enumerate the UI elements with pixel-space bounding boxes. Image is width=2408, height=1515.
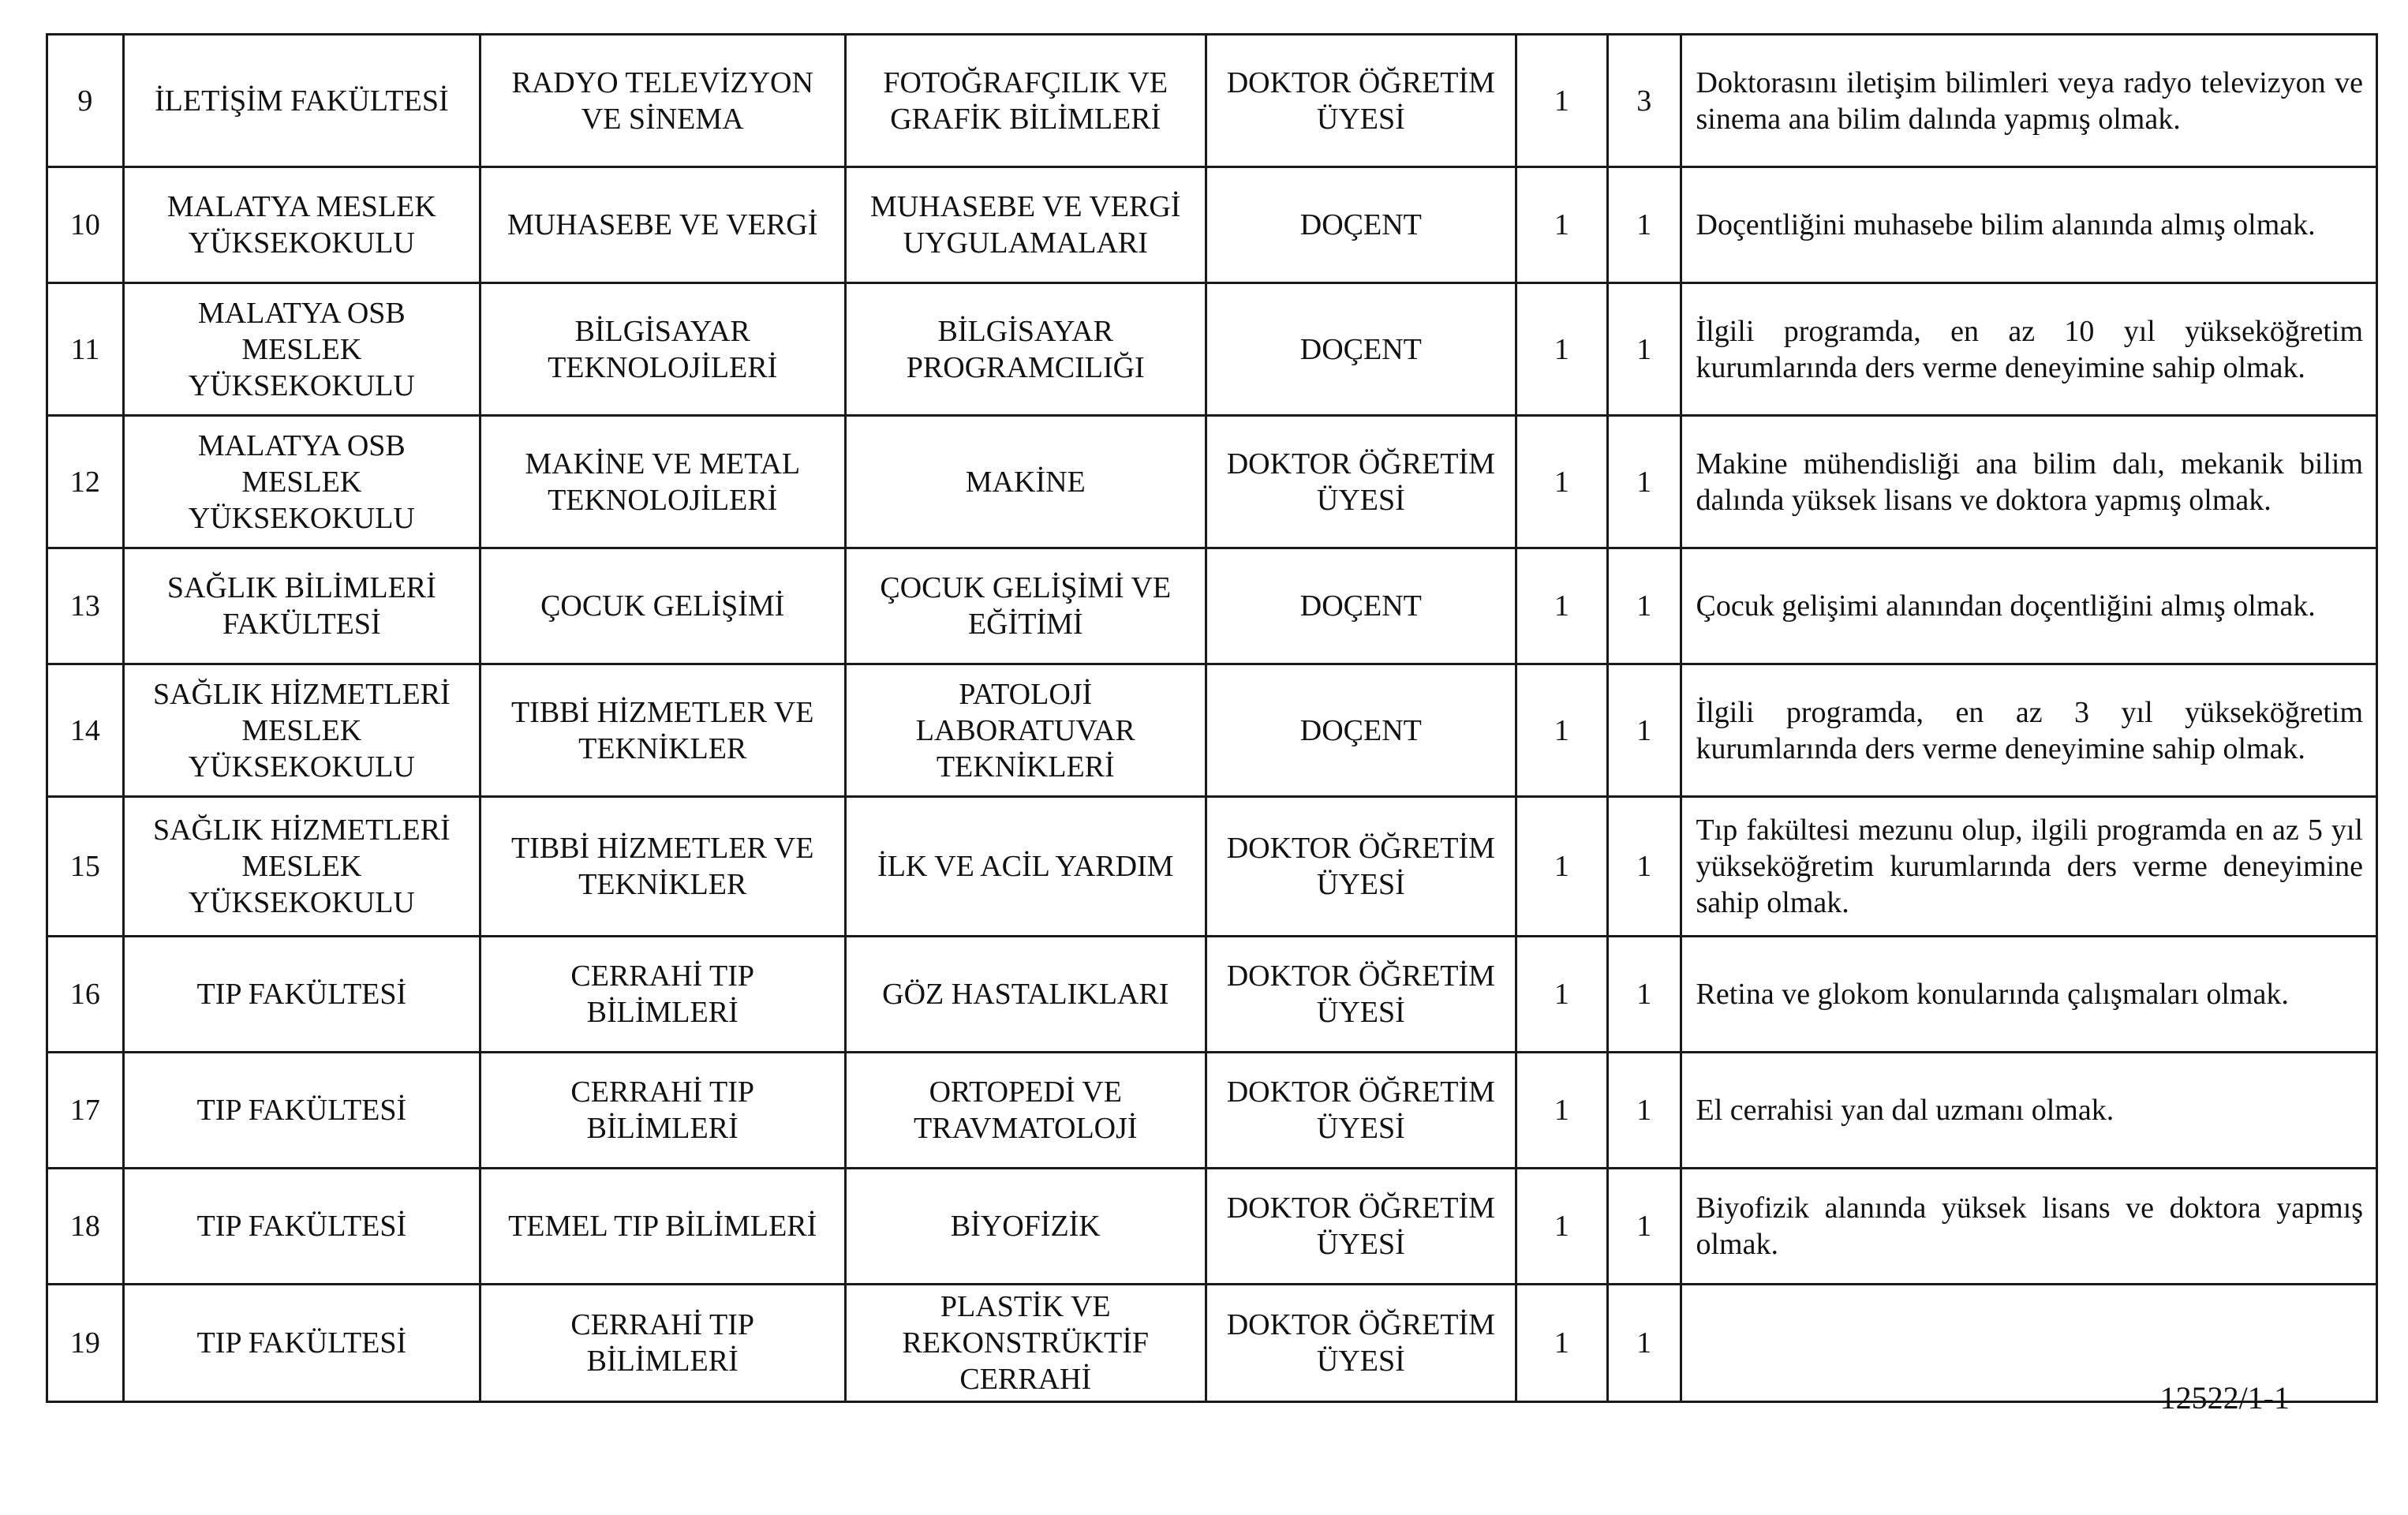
title-cell: DOKTOR ÖĞRETİM ÜYESİ: [1206, 416, 1516, 548]
department-cell: RADYO TELEVİZYON VE SİNEMA: [480, 35, 845, 167]
department-cell: TEMEL TIP BİLİMLERİ: [480, 1169, 845, 1285]
department-cell: BİLGİSAYAR TEKNOLOJİLERİ: [480, 283, 845, 416]
title-cell: DOKTOR ÖĞRETİM ÜYESİ: [1206, 797, 1516, 937]
unit-cell: TIP FAKÜLTESİ: [123, 1285, 480, 1402]
department-cell: CERRAHİ TIP BİLİMLERİ: [480, 937, 845, 1053]
requirements-cell: Çocuk gelişimi alanından doçentliğini almış olmak.: [1681, 548, 2377, 664]
unit-cell: TIP FAKÜLTESİ: [123, 1053, 480, 1169]
unit-cell: SAĞLIK BİLİMLERİ FAKÜLTESİ: [123, 548, 480, 664]
unit-cell: MALATYA MESLEK YÜKSEKOKULU: [123, 167, 480, 283]
program-cell: MAKİNE: [845, 416, 1206, 548]
row-number: 14: [47, 664, 124, 797]
row-number: 13: [47, 548, 124, 664]
degree-cell: 1: [1607, 548, 1681, 664]
title-cell: DOKTOR ÖĞRETİM ÜYESİ: [1206, 937, 1516, 1053]
requirements-cell: Biyofizik alanında yüksek lisans ve doktora yapmış olmak.: [1681, 1169, 2377, 1285]
degree-cell: 1: [1607, 416, 1681, 548]
requirements-cell: İlgili programda, en az 3 yıl yükseköğretim kurumlarında ders verme deneyimine sahip olmak.: [1681, 664, 2377, 797]
count-cell: 1: [1516, 548, 1607, 664]
department-cell: MAKİNE VE METAL TEKNOLOJİLERİ: [480, 416, 845, 548]
program-cell: İLK VE ACİL YARDIM: [845, 797, 1206, 937]
requirements-cell: İlgili programda, en az 10 yıl yükseköğretim kurumlarında ders verme deneyimine sahip olmak.: [1681, 283, 2377, 416]
row-number: 12: [47, 416, 124, 548]
count-cell: 1: [1516, 167, 1607, 283]
department-cell: ÇOCUK GELİŞİMİ: [480, 548, 845, 664]
program-cell: PATOLOJİ LABORATUVAR TEKNİKLERİ: [845, 664, 1206, 797]
title-cell: DOKTOR ÖĞRETİM ÜYESİ: [1206, 1053, 1516, 1169]
row-number: 17: [47, 1053, 124, 1169]
degree-cell: 1: [1607, 1285, 1681, 1402]
table-row: [47, 1169, 2377, 1285]
table-row: [47, 35, 2377, 167]
department-cell: CERRAHİ TIP BİLİMLERİ: [480, 1285, 845, 1402]
table-row: [47, 283, 2377, 416]
title-cell: DOÇENT: [1206, 548, 1516, 664]
positions-table: [46, 33, 2378, 1403]
table-row: [47, 167, 2377, 283]
table-row: [47, 416, 2377, 548]
degree-cell: 1: [1607, 283, 1681, 416]
table-row: [47, 664, 2377, 797]
title-cell: DOKTOR ÖĞRETİM ÜYESİ: [1206, 1285, 1516, 1402]
row-number: 11: [47, 283, 124, 416]
program-cell: ÇOCUK GELİŞİMİ VE EĞİTİMİ: [845, 548, 1206, 664]
unit-cell: SAĞLIK HİZMETLERİ MESLEK YÜKSEKOKULU: [123, 664, 480, 797]
count-cell: 1: [1516, 1169, 1607, 1285]
department-cell: MUHASEBE VE VERGİ: [480, 167, 845, 283]
requirements-cell: Tıp fakültesi mezunu olup, ilgili programda en az 5 yıl yükseköğretim kurumlarında ders verme deneyimine sahip olmak.: [1681, 797, 2377, 937]
department-cell: TIBBİ HİZMETLER VE TEKNİKLER: [480, 664, 845, 797]
unit-cell: TIP FAKÜLTESİ: [123, 937, 480, 1053]
requirements-cell: El cerrahisi yan dal uzmanı olmak.: [1681, 1053, 2377, 1169]
table-row: [47, 1285, 2377, 1402]
count-cell: 1: [1516, 1285, 1607, 1402]
degree-cell: 1: [1607, 664, 1681, 797]
requirements-cell: Doktorasını iletişim bilimleri veya radyo televizyon ve sinema ana bilim dalında yapmış olmak.: [1681, 35, 2377, 167]
row-number: 9: [47, 35, 124, 167]
department-cell: TIBBİ HİZMETLER VE TEKNİKLER: [480, 797, 845, 937]
count-cell: 1: [1516, 416, 1607, 548]
row-number: 18: [47, 1169, 124, 1285]
requirements-cell: Doçentliğini muhasebe bilim alanında almış olmak.: [1681, 167, 2377, 283]
program-cell: BİLGİSAYAR PROGRAMCILIĞI: [845, 283, 1206, 416]
count-cell: 1: [1516, 937, 1607, 1053]
title-cell: DOÇENT: [1206, 664, 1516, 797]
table-row: [47, 937, 2377, 1053]
row-number: 15: [47, 797, 124, 937]
unit-cell: MALATYA OSB MESLEK YÜKSEKOKULU: [123, 416, 480, 548]
degree-cell: 1: [1607, 1169, 1681, 1285]
table-row: [47, 797, 2377, 937]
count-cell: 1: [1516, 664, 1607, 797]
document-reference-number: 12522/1-1: [2159, 1380, 2290, 1416]
program-cell: BİYOFİZİK: [845, 1169, 1206, 1285]
title-cell: DOÇENT: [1206, 283, 1516, 416]
requirements-cell: Makine mühendisliği ana bilim dalı, mekanik bilim dalında yüksek lisans ve doktora yapmış olmak.: [1681, 416, 2377, 548]
unit-cell: SAĞLIK HİZMETLERİ MESLEK YÜKSEKOKULU: [123, 797, 480, 937]
unit-cell: MALATYA OSB MESLEK YÜKSEKOKULU: [123, 283, 480, 416]
department-cell: CERRAHİ TIP BİLİMLERİ: [480, 1053, 845, 1169]
program-cell: GÖZ HASTALIKLARI: [845, 937, 1206, 1053]
count-cell: 1: [1516, 797, 1607, 937]
count-cell: 1: [1516, 35, 1607, 167]
positions-table-container: [46, 33, 2378, 1403]
program-cell: MUHASEBE VE VERGİ UYGULAMALARI: [845, 167, 1206, 283]
degree-cell: 1: [1607, 797, 1681, 937]
row-number: 16: [47, 937, 124, 1053]
program-cell: FOTOĞRAFÇILIK VE GRAFİK BİLİMLERİ: [845, 35, 1206, 167]
program-cell: PLASTİK VE REKONSTRÜKTİF CERRAHİ: [845, 1285, 1206, 1402]
row-number: 19: [47, 1285, 124, 1402]
table-row: [47, 548, 2377, 664]
requirements-cell: Retina ve glokom konularında çalışmaları olmak.: [1681, 937, 2377, 1053]
degree-cell: 1: [1607, 937, 1681, 1053]
program-cell: ORTOPEDİ VE TRAVMATOLOJİ: [845, 1053, 1206, 1169]
degree-cell: 1: [1607, 167, 1681, 283]
count-cell: 1: [1516, 283, 1607, 416]
title-cell: DOKTOR ÖĞRETİM ÜYESİ: [1206, 1169, 1516, 1285]
count-cell: 1: [1516, 1053, 1607, 1169]
table-row: [47, 1053, 2377, 1169]
row-number: 10: [47, 167, 124, 283]
title-cell: DOKTOR ÖĞRETİM ÜYESİ: [1206, 35, 1516, 167]
unit-cell: İLETİŞİM FAKÜLTESİ: [123, 35, 480, 167]
unit-cell: TIP FAKÜLTESİ: [123, 1169, 480, 1285]
degree-cell: 3: [1607, 35, 1681, 167]
title-cell: DOÇENT: [1206, 167, 1516, 283]
degree-cell: 1: [1607, 1053, 1681, 1169]
